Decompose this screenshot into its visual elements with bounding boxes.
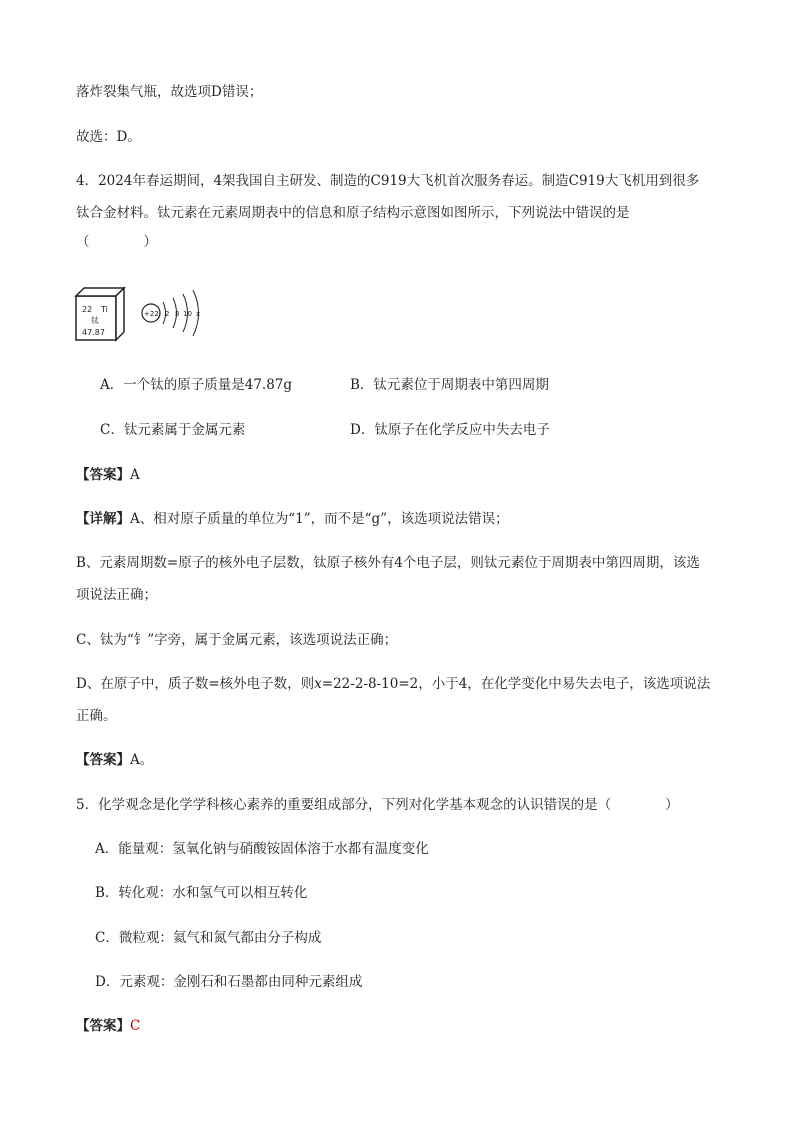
text-line: 故选：D。 (76, 129, 141, 145)
shell-3-electrons: 10 (183, 310, 192, 318)
answer-tag: 【答案】 (76, 1018, 130, 1034)
answer-value: C (130, 1018, 141, 1034)
explanation-d (76, 675, 710, 693)
shell-2-electrons: 8 (175, 310, 180, 318)
atomic-mass: 47.87 (82, 328, 105, 337)
answer-line (76, 1017, 140, 1035)
option-a: A．一个钛的原子质量是47.87g (100, 377, 293, 393)
shell-4-electrons: x (196, 310, 201, 318)
explanation-b: B、元素周期数=原子的核外电子层数，钛原子核外有4个电子层，则钛元素位于周期表中第四周期，该选 (76, 555, 700, 571)
q5-option-b: B．转化观：水和氢气可以相互转化 (95, 885, 308, 901)
answer-blank: （ ） (76, 234, 157, 250)
answer-tag: 【答案】 (76, 752, 130, 768)
explanation-d-pre: D、在原子中，质子数=核外电子数，则 (76, 676, 315, 692)
question-5-stem: 5．化学观念是化学学科核心素养的重要组成部分，下列对化学基本观念的认识错误的是（ ） (76, 797, 679, 813)
q5-option-a: A．能量观：氢氧化钠与硝酸铵固体溶于水都有温度变化 (95, 841, 429, 857)
cube-side (116, 288, 124, 340)
titanium-figure (72, 284, 212, 344)
explanation-b-cont: 项说法正确； (76, 587, 157, 603)
q5-option-d: D．元素观：金刚石和石墨都由同种元素组成 (95, 974, 363, 990)
answer-line (76, 751, 153, 769)
option-c: C．钛元素属于金属元素 (100, 422, 246, 438)
answer-value: A (130, 467, 140, 483)
answer-value: A。 (130, 752, 154, 768)
option-d: D．钛原子在化学反应中失去电子 (350, 422, 550, 438)
shell-1-electrons: 2 (165, 310, 170, 318)
answer-tag: 【答案】 (76, 467, 130, 483)
explanation-tag: 【详解】 (76, 511, 130, 527)
question-4-stem: 4．2024年春运期间，4架我国自主研发、制造的C919大飞机首次服务春运。制造C919大飞机用到很多 (76, 173, 700, 189)
question-4-stem-cont: 钛合金材料。钛元素在元素周期表中的信息和原子结构示意图如图所示，下列说法中错误的是 (76, 205, 630, 221)
explanation-d-post: =22-2-8-10=2，小于4，在化学变化中易失去电子，该选项说法 (321, 676, 711, 692)
q5-option-c: C．微粒观：氦气和氮气都由分子构成 (95, 930, 322, 946)
nucleus-charge: +22 (144, 310, 159, 318)
variable-x: x (314, 676, 322, 692)
element-symbol: Ti (101, 305, 108, 314)
text-line: 落炸裂集气瓶，故选项D错误； (76, 84, 263, 100)
explanation-line (76, 510, 509, 528)
atomic-number: 22 (82, 305, 93, 314)
element-name: 钛 (91, 316, 99, 325)
explanation-d-cont: 正确。 (76, 708, 117, 724)
explanation-a: A、相对原子质量的单位为“1”，而不是“g”，该选项说法错误； (130, 511, 509, 527)
explanation-c: C、钛为“钅”字旁，属于金属元素，该选项说法正确； (76, 632, 398, 648)
option-b: B．钛元素位于周期表中第四周期 (350, 377, 549, 393)
answer-line (76, 466, 140, 484)
